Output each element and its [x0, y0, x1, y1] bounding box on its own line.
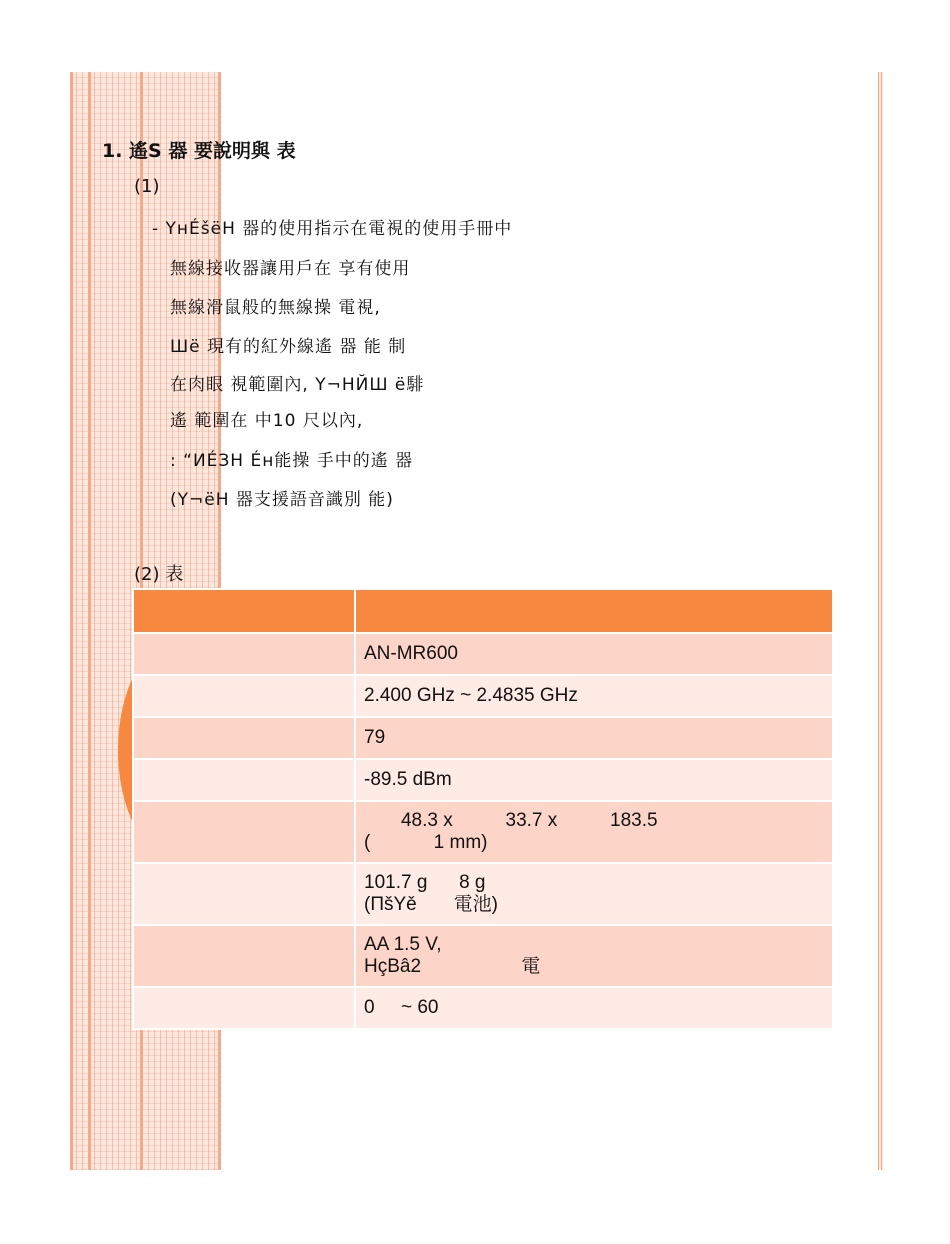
table-row [133, 801, 833, 863]
description-line: Шë 現有的紅外線遙 器 能 制 [170, 337, 407, 357]
section1-label: (1) [134, 176, 160, 197]
description-line: 無線滑鼠般的無線操 電視, [170, 298, 381, 318]
description-line: - YнÉšëH 器的使用指示在電視的使用手冊中 [152, 219, 513, 239]
table-row [133, 675, 833, 717]
table-cell-value [355, 987, 833, 1029]
value-line: 48.3 x 33.7 x 183.5 [364, 810, 658, 831]
table-header-cell [355, 589, 833, 633]
value-line: -89.5 dBm [364, 769, 452, 790]
table-cell-value [355, 925, 833, 987]
value-line: (ПšYě 電池) [364, 894, 499, 915]
value-line: 79 [364, 727, 386, 748]
value-line: 101.7 g 8 g [364, 872, 486, 893]
table-row [133, 987, 833, 1029]
table-header-row [133, 589, 833, 633]
table-cell-value [355, 863, 833, 925]
table-row [133, 633, 833, 675]
table-cell-value [355, 675, 833, 717]
table-row [133, 925, 833, 987]
table-row [133, 863, 833, 925]
value-line: 0 ~ 60 [364, 997, 439, 1018]
table-row [133, 759, 833, 801]
table-cell-label [133, 675, 355, 717]
section-heading: 1. 遙S 器 要說明與 表 [102, 140, 296, 162]
value-line: AA 1.5 V, [364, 934, 442, 955]
table-cell-value [355, 759, 833, 801]
section2-label: (2) 表 [134, 564, 184, 585]
table-cell-label [133, 863, 355, 925]
description-line: (Y¬ëH 器支援語音識別 能) [170, 490, 394, 510]
description-line: : “ИÉЗН Éн能操 手中的遙 器 [170, 451, 414, 471]
description-line: 遙 範圍在 中10 尺以內, [170, 411, 364, 431]
description-line: 在肉眼 視範圍內, Y¬НЙШ ë騑 [170, 375, 425, 395]
value-line: HçBâ2 電 [364, 956, 541, 977]
table-cell-value [355, 717, 833, 759]
table-cell-label [133, 717, 355, 759]
table-row [133, 717, 833, 759]
table-header-cell [133, 589, 355, 633]
table-cell-value [355, 801, 833, 863]
specification-table [132, 588, 834, 1030]
description-line: 無線接收器讓用戶在 享有使用 [170, 259, 411, 279]
table-cell-label [133, 633, 355, 675]
value-line: ( 1 mm) [364, 832, 488, 853]
table-cell-label [133, 801, 355, 863]
value-line: AN-MR600 [364, 643, 458, 664]
table-cell-label [133, 759, 355, 801]
value-line: 2.400 GHz ~ 2.4835 GHz [364, 685, 578, 706]
table-cell-value [355, 633, 833, 675]
table-cell-label [133, 987, 355, 1029]
table-cell-label [133, 925, 355, 987]
